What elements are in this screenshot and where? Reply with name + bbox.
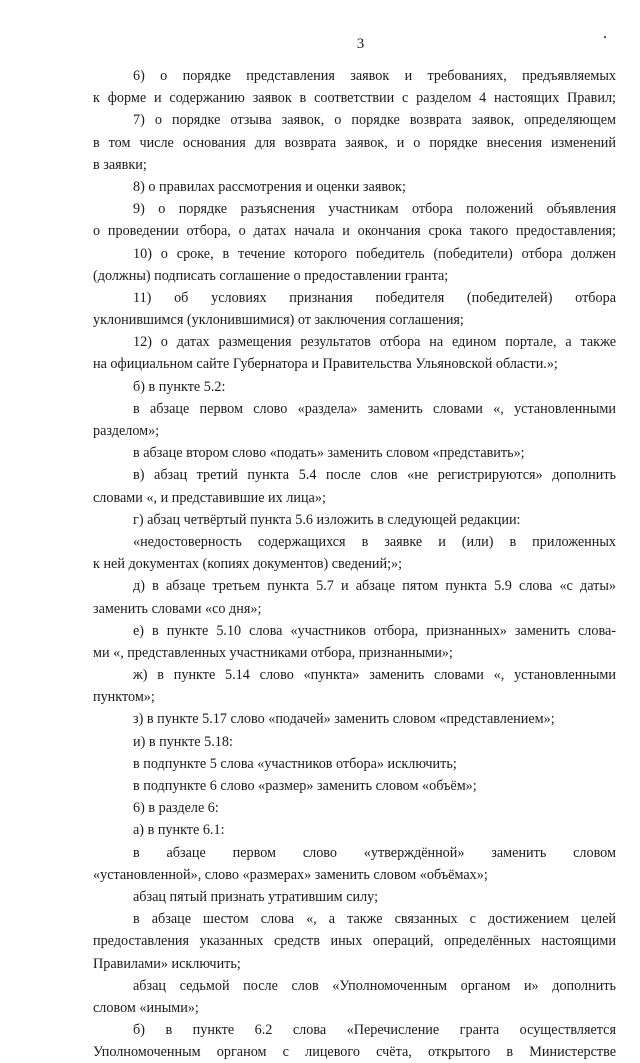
- text-line: 11) об условиях признания победителя (победителей) отбора: [133, 289, 616, 306]
- text-line: «недостоверность содержащихся в заявке и (или) в приложенных: [133, 533, 616, 550]
- text-line: е) в пункте 5.10 слова «участников отбора, признанных» заменить слова-: [133, 622, 616, 639]
- text-line: в) абзац третий пункта 5.4 после слов «не регистрируются» дополнить: [133, 467, 616, 484]
- text-line: заменить словами «со дня»;: [93, 600, 262, 617]
- text-line: г) абзац четвёртый пункта 5.6 изложить в следующей редакции:: [133, 511, 521, 528]
- text-line: 7) о порядке отзыва заявок, о порядке возврата заявок, определяющем: [133, 112, 616, 129]
- text-line: к ней документах (копиях документов) сведений;»;: [93, 556, 403, 573]
- text-line: б) в пункте 6.2 слова «Перечисление гранта осуществляется: [133, 1022, 616, 1039]
- text-line: словами «, и представившие их лица»;: [93, 489, 326, 506]
- text-line: 10) о сроке, в течение которого победитель (победители) отбора должен: [133, 245, 616, 262]
- text-line: ж) в пункте 5.14 слово «пункта» заменить словами «, установленными: [133, 667, 616, 684]
- text-line: и) в пункте 5.18:: [133, 733, 233, 750]
- text-line: разделом»;: [93, 423, 160, 439]
- text-line: «установленной», слово «размерах» заменить словом «объёмах»;: [93, 866, 488, 883]
- text-line: пунктом»;: [93, 689, 155, 706]
- text-line: б) в пункте 5.2:: [133, 378, 226, 395]
- text-line: Правилами» исключить;: [93, 955, 241, 972]
- text-line: словом «иными»;: [93, 999, 199, 1016]
- text-line: 12) о датах размещения результатов отбора на едином портале, а также: [133, 334, 616, 351]
- text-line: 6) в разделе 6:: [133, 800, 219, 817]
- text-line: в абзаце втором слово «подать» заменить словом «представить»;: [133, 445, 525, 462]
- text-line: к форме и содержанию заявок в соответствии с разделом 4 настоящих Правил;: [93, 90, 616, 107]
- text-line: уклонившимся (уклонившимися) от заключения соглашения;: [93, 312, 464, 329]
- text-line: предоставления указанных средств иных операций, определённых настоящими: [93, 933, 616, 950]
- text-line: 9) о порядке разъяснения участникам отбора положений объявления: [133, 201, 616, 218]
- text-line: в том числе основания для возврата заявок, и о порядке внесения изменений: [93, 134, 616, 151]
- text-line: (должны) подписать соглашение о предоставлении гранта;: [93, 267, 449, 284]
- text-line: з) в пункте 5.17 слово «подачей» заменить словом «представлением»;: [133, 711, 555, 728]
- text-line: в абзаце первом слово «утверждённой» заменить словом: [133, 844, 616, 861]
- scan-speck: [604, 36, 606, 38]
- text-line: д) в абзаце третьем пункта 5.7 и абзаце пятом пункта 5.9 слова «с даты»: [133, 578, 616, 595]
- text-line: в подпункте 6 слово «размер» заменить словом «объём»;: [133, 778, 477, 794]
- text-line: ми «, представленных участниками отбора, признанными»;: [93, 644, 453, 661]
- document-body: [93, 65, 616, 1063]
- text-line: в подпункте 5 слова «участников отбора» исключить;: [133, 755, 457, 772]
- page-number: 3: [356, 36, 365, 52]
- text-line: в абзаце шестом слова «, а также связанных с достижением целей: [133, 911, 616, 928]
- text-line: в абзаце первом слово «раздела» заменить словами «, установленными: [133, 400, 616, 417]
- text-line: Уполномоченным органом с лицевого счёта, открытого в Министерстве: [93, 1044, 616, 1061]
- text-line: абзац пятый признать утратившим силу;: [133, 888, 379, 905]
- text-line: о проведении отбора, о датах начала и окончания срока такого предоставления;: [93, 223, 616, 240]
- text-line: 6) о порядке представления заявок и требованиях, предъявляемых: [133, 68, 616, 84]
- text-line: 8) о правилах рассмотрения и оценки заявок;: [133, 178, 406, 195]
- text-line: в заявки;: [93, 156, 147, 173]
- text-line: а) в пункте 6.1:: [133, 822, 225, 839]
- text-line: абзац седьмой после слов «Уполномоченным органом и» дополнить: [133, 977, 616, 994]
- text-line: на официальном сайте Губернатора и Правительства Ульяновской области.»;: [93, 356, 558, 373]
